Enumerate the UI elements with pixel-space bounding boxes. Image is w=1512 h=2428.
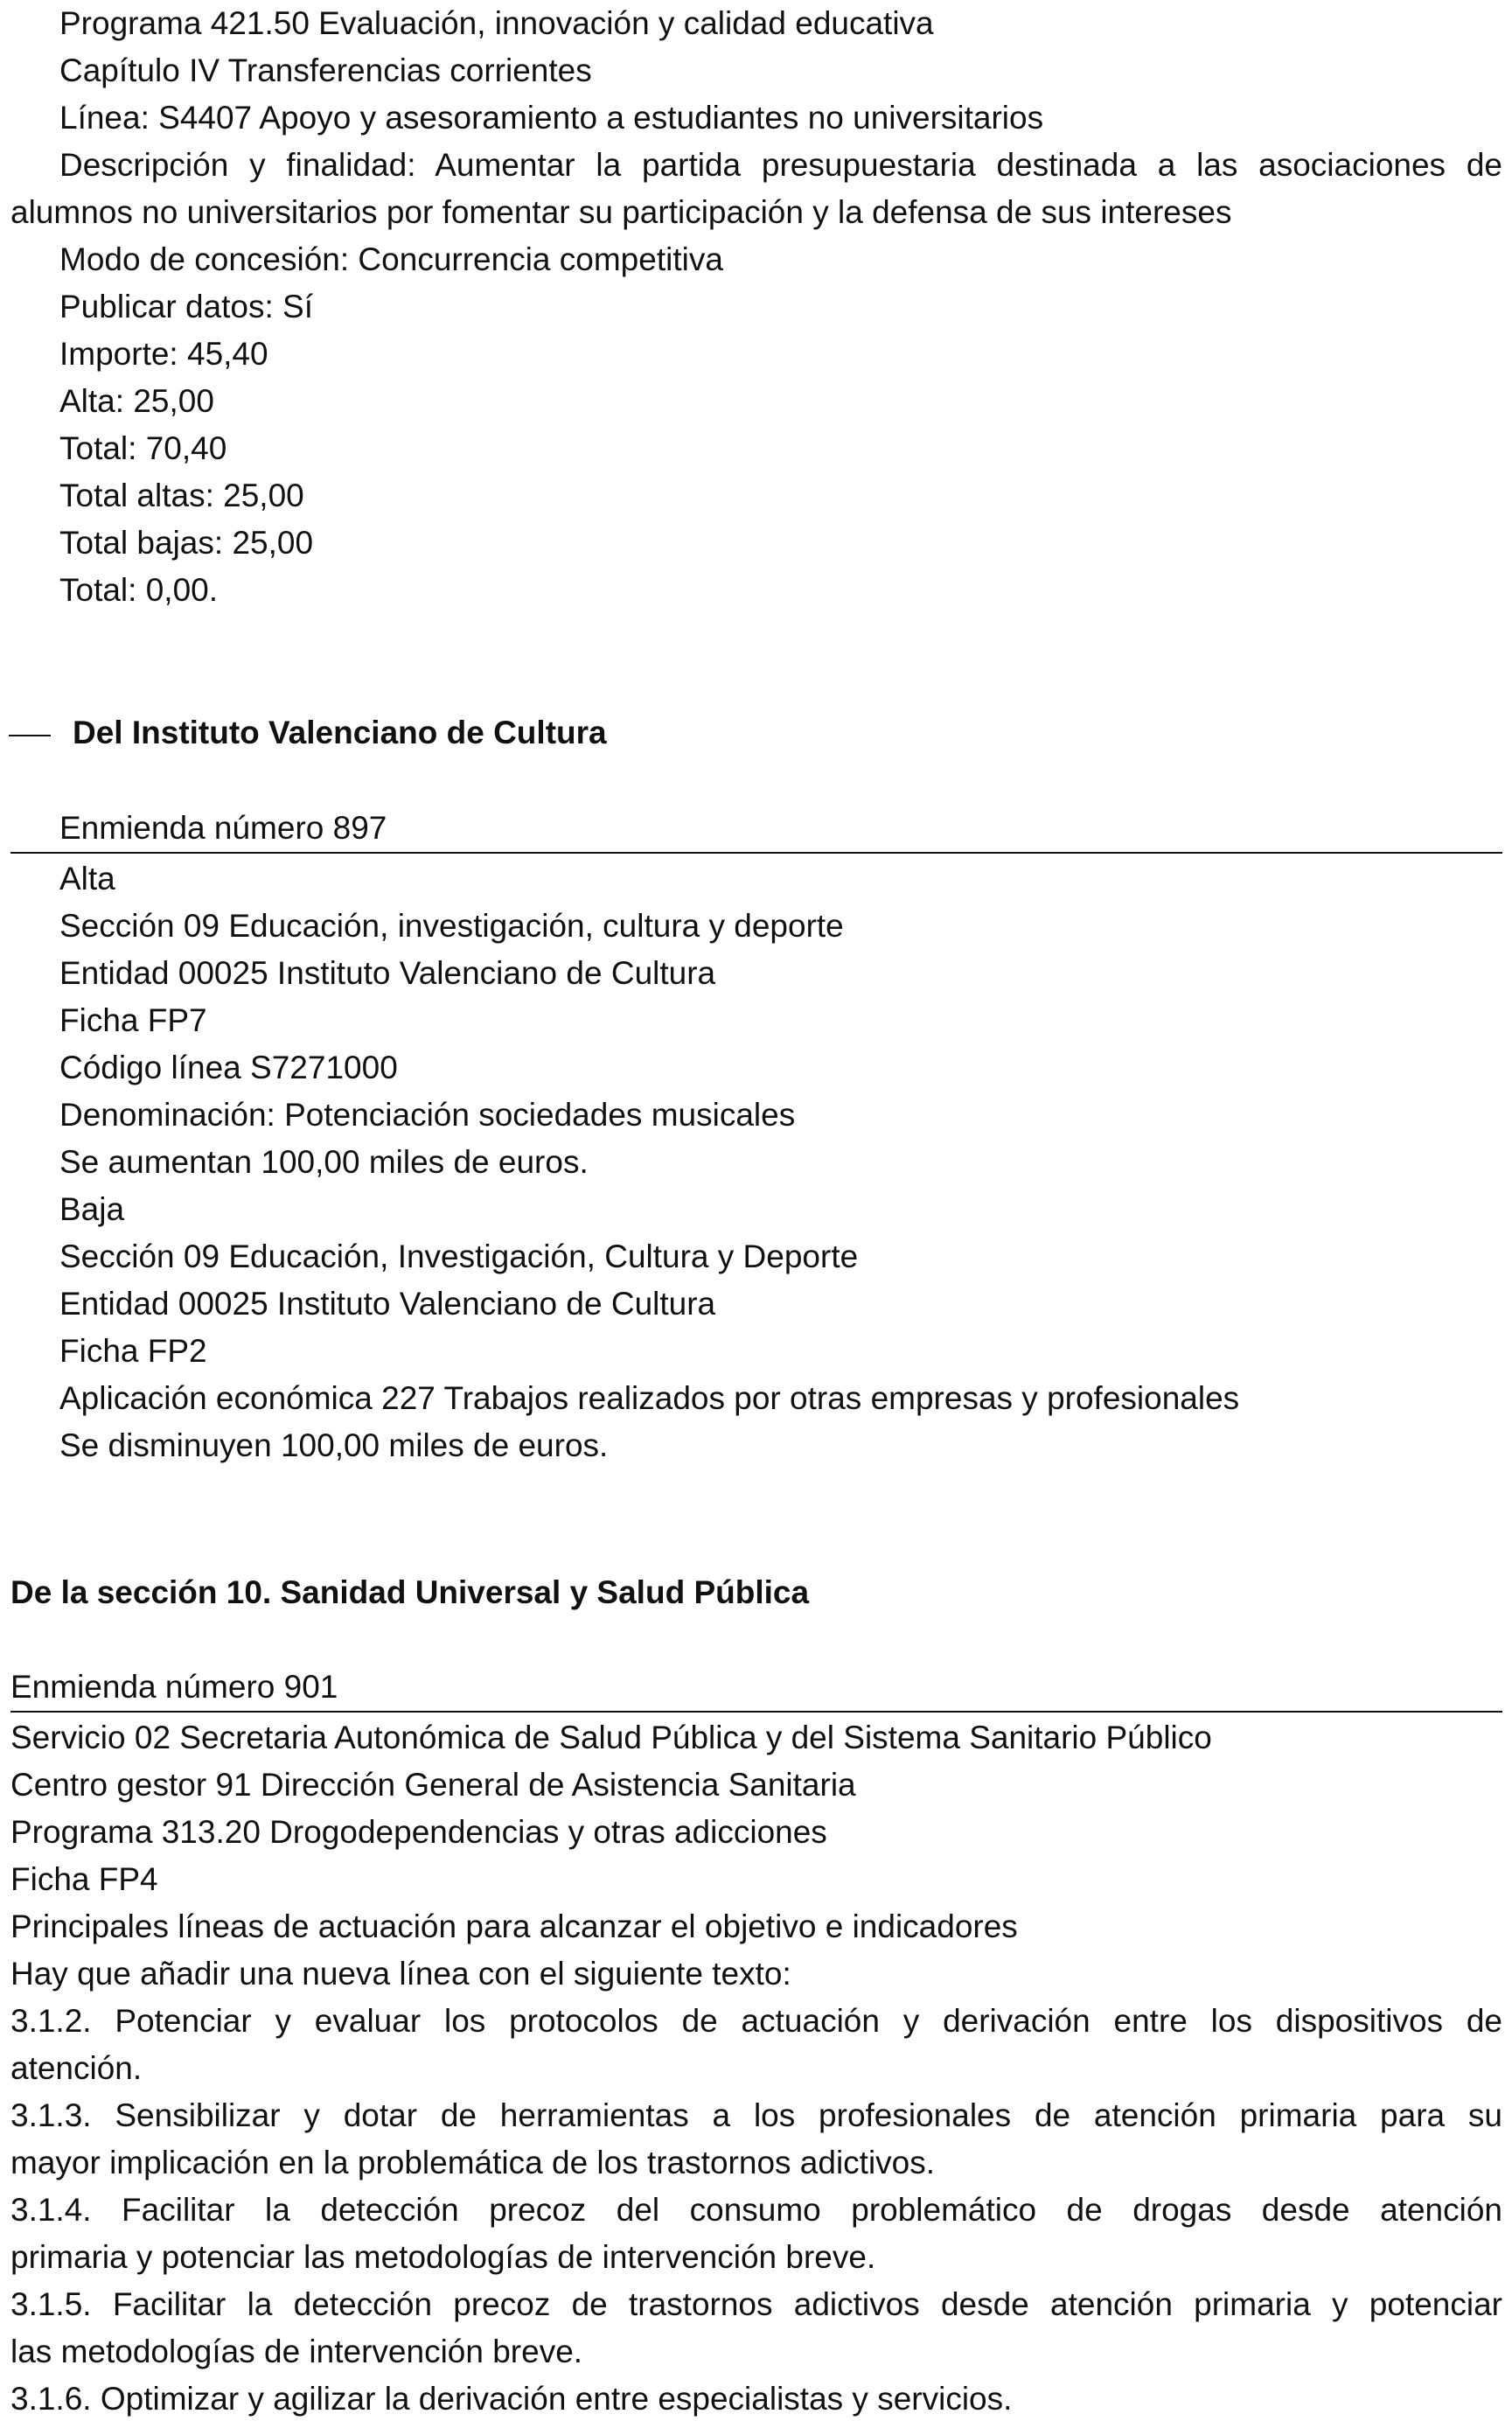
section-ivc-heading: Del Instituto Valenciano de Cultura bbox=[73, 715, 607, 750]
enmienda-901: Enmienda número 901 bbox=[10, 1669, 338, 1705]
modo-line: Modo de concesión: Concurrencia competitiva bbox=[59, 241, 723, 277]
programa-line: Programa 421.50 Evaluación, innovación y calidad educativa bbox=[59, 5, 934, 41]
ivc-line: Aplicación económica 227 Trabajos realizados por otras empresas y profesionales bbox=[59, 1380, 1240, 1416]
ivc-line: Entidad 00025 Instituto Valenciano de Cultura bbox=[59, 1286, 716, 1322]
ivc-line: Ficha FP2 bbox=[59, 1333, 207, 1369]
descripcion-line-1: Descripción y finalidad: Aumentar la partida presupuestaria destinada a las asociaciones de bbox=[59, 147, 1502, 183]
total-bajas-line: Total bajas: 25,00 bbox=[59, 525, 314, 561]
ivc-line: Baja bbox=[59, 1191, 125, 1227]
capitulo-line: Capítulo IV Transferencias corrientes bbox=[59, 52, 592, 88]
alta-line: Alta: 25,00 bbox=[59, 383, 214, 419]
ivc-line: Se disminuyen 100,00 miles de euros. bbox=[59, 1427, 609, 1463]
item-3-1-4-line-1: 3.1.4. Facilitar la detección precoz del consumo problemático de drogas desde atención bbox=[10, 2192, 1502, 2228]
ivc-line: Entidad 00025 Instituto Valenciano de Cultura bbox=[59, 955, 716, 991]
section-10-heading: De la sección 10. Sanidad Universal y Salud Pública bbox=[10, 1574, 810, 1610]
item-3-1-3-line-2: mayor implicación en la problemática de los trastornos adictivos. bbox=[10, 2145, 936, 2180]
ivc-line: Sección 09 Educación, investigación, cultura y deporte bbox=[59, 908, 844, 944]
total-final-line: Total: 0,00. bbox=[59, 572, 219, 608]
item-3-1-5-line-2: las metodologías de intervención breve. bbox=[10, 2334, 583, 2369]
publicar-line: Publicar datos: Sí bbox=[59, 289, 313, 324]
ivc-line: Se aumentan 100,00 miles de euros. bbox=[59, 1144, 589, 1180]
descripcion-line-2: alumnos no universitarios por fomentar su participación y la defensa de sus intereses bbox=[10, 194, 1232, 230]
ivc-line: Denominación: Potenciación sociedades musicales bbox=[59, 1097, 796, 1133]
item-3-1-3-line-1: 3.1.3. Sensibilizar y dotar de herramientas a los profesionales de atención primaria para su bbox=[10, 2097, 1502, 2133]
importe-line: Importe: 45,40 bbox=[59, 336, 268, 372]
enmienda-rule bbox=[10, 852, 1502, 854]
item-3-1-2-line-2: atención. bbox=[10, 2050, 143, 2086]
s10-line: Servicio 02 Secretaria Autonómica de Salud Pública y del Sistema Sanitario Público bbox=[10, 1720, 1212, 1755]
s10-line: Hay que añadir una nueva línea con el siguiente texto: bbox=[10, 1956, 791, 1992]
enmienda-rule bbox=[10, 1711, 1502, 1713]
heading-dash bbox=[9, 735, 51, 736]
item-3-1-2-line-1: 3.1.2. Potenciar y evaluar los protocolos de actuación y derivación entre los dispositivos de bbox=[10, 2003, 1502, 2039]
s10-line: Principales líneas de actuación para alcanzar el objetivo e indicadores bbox=[10, 1908, 1018, 1944]
total-line: Total: 70,40 bbox=[59, 430, 227, 466]
ivc-line: Sección 09 Educación, Investigación, Cultura y Deporte bbox=[59, 1238, 859, 1274]
s10-line: Centro gestor 91 Dirección General de Asistencia Sanitaria bbox=[10, 1767, 856, 1803]
ivc-line: Alta bbox=[59, 861, 115, 897]
item-3-1-6-line-1: 3.1.6. Optimizar y agilizar la derivación entre especialistas y servicios. bbox=[10, 2381, 1013, 2417]
ivc-line: Ficha FP7 bbox=[59, 1002, 207, 1038]
s10-line: Programa 313.20 Drogodependencias y otras adicciones bbox=[10, 1814, 827, 1850]
enmienda-897: Enmienda número 897 bbox=[59, 810, 387, 846]
ivc-line: Código línea S7271000 bbox=[59, 1050, 398, 1085]
item-3-1-4-line-2: primaria y potenciar las metodologías de intervención breve. bbox=[10, 2239, 876, 2275]
s10-line: Ficha FP4 bbox=[10, 1861, 158, 1897]
total-altas-line: Total altas: 25,00 bbox=[59, 478, 304, 513]
linea-line: Línea: S4407 Apoyo y asesoramiento a estudiantes no universitarios bbox=[59, 100, 1044, 136]
item-3-1-5-line-1: 3.1.5. Facilitar la detección precoz de trastornos adictivos desde atención primaria y potenciar bbox=[10, 2286, 1502, 2322]
